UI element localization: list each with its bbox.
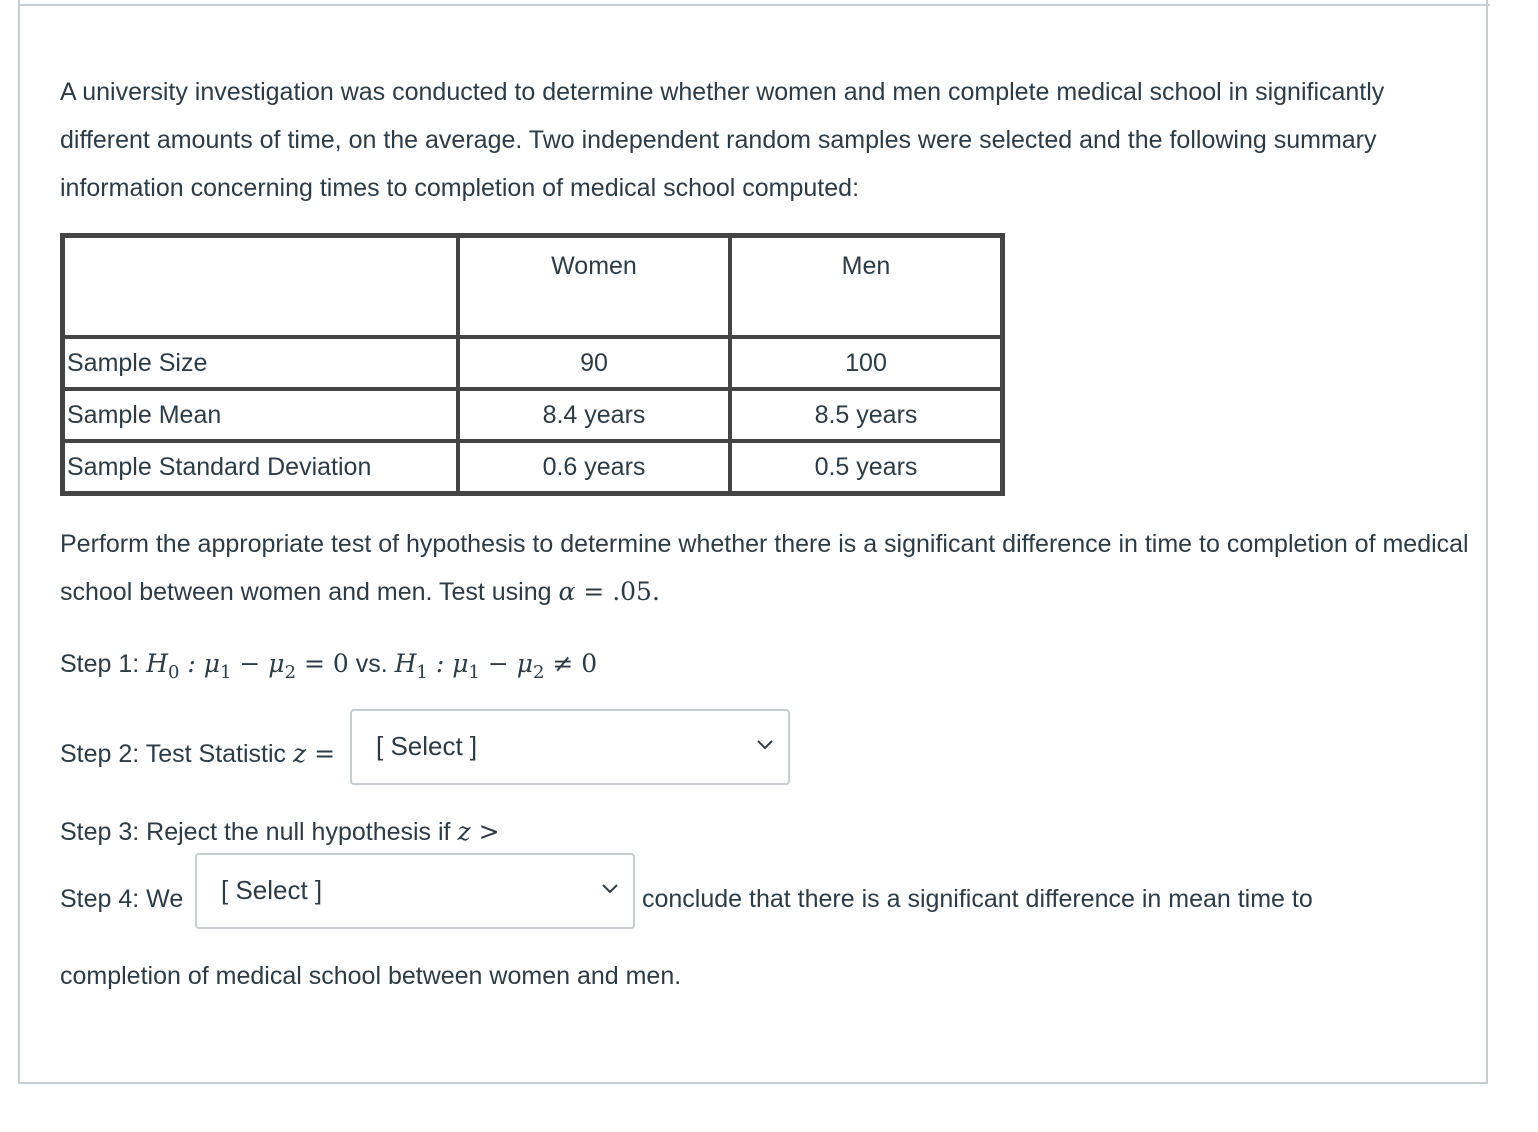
row-label: Sample Size [63, 337, 458, 389]
step-2 [60, 730, 360, 778]
step4-continued-text: completion of medical school between women and men. [60, 962, 682, 990]
step2-z: z [292, 739, 307, 768]
step3-greater: > [470, 817, 500, 846]
h0-subscript: 0 [167, 662, 180, 683]
table-header-men: Men [730, 236, 1002, 337]
instructions-text: Perform the appropriate test of hypothesis to determine whether there is a significant difference in time to completion of medical school between women and men. Test using [60, 530, 1469, 606]
test-statistic-select-value: [ Select ] [376, 731, 478, 761]
table-row [63, 441, 1002, 493]
step-1 [60, 640, 1480, 697]
step3-z: z [457, 817, 471, 846]
step-4-continued [60, 952, 1480, 1000]
table-row [63, 389, 1002, 441]
test-statistic-select[interactable] [350, 709, 790, 785]
step2-label: Step 2: Test Statistic [60, 740, 293, 768]
h1-subscript: 1 [416, 662, 428, 683]
h0-mu2: − μ [231, 649, 285, 678]
h0-symbol: H [146, 649, 168, 678]
chevron-down-icon [599, 877, 621, 899]
women-value: 90 [458, 337, 730, 389]
table-row [63, 337, 1002, 389]
table-header-cell [63, 236, 458, 337]
question-intro: A university investigation was conducted to determine whether women and men complete medical school in significantly different amounts of time, on the average. Two independent random samples were selected and the following summary information concerning times to completion of medical school computed: [60, 78, 1385, 202]
step3-label: Step 3: Reject the null hypothesis if [60, 818, 458, 846]
conclusion-select[interactable] [195, 853, 635, 929]
men-value: 0.5 years [730, 441, 1002, 493]
step4-label: Step 4: We [60, 885, 184, 913]
step4-after-text: conclude that there is a significant difference in mean time to [642, 885, 1313, 913]
h1-mu2: − μ [479, 649, 533, 678]
alpha-symbol: α [558, 577, 576, 606]
summary-table [60, 233, 1005, 496]
step-4-after [642, 875, 1482, 923]
h1-mu1-sub: 1 [468, 662, 480, 683]
step-3 [60, 808, 1480, 856]
step-4-label [60, 875, 200, 923]
instructions [60, 520, 1480, 616]
h1-mu2-sub: 2 [533, 662, 545, 683]
vs-text: vs. [348, 650, 395, 678]
men-value: 8.5 years [730, 389, 1002, 441]
men-value: 100 [730, 337, 1002, 389]
h0-mu1: : μ [179, 649, 221, 678]
h1-mu1: : μ [427, 649, 469, 678]
conclusion-select-value: [ Select ] [221, 875, 323, 905]
h0-mu2-sub: 2 [284, 662, 297, 683]
row-label: Sample Standard Deviation [63, 441, 458, 493]
step1-label: Step 1: [60, 650, 147, 678]
women-value: 0.6 years [458, 441, 730, 493]
row-label: Sample Mean [63, 389, 458, 441]
table-header-women: Women [458, 236, 730, 337]
h0-equals: = 0 [296, 649, 349, 678]
h0-mu1-sub: 1 [220, 662, 232, 683]
women-value: 8.4 years [458, 389, 730, 441]
h1-not-equal: ≠ 0 [544, 649, 598, 678]
chevron-down-icon [754, 733, 776, 755]
h1-symbol: H [394, 649, 417, 678]
table-header-row [63, 236, 1002, 337]
step2-equals: = [306, 739, 336, 768]
alpha-value: = .05. [575, 577, 660, 606]
